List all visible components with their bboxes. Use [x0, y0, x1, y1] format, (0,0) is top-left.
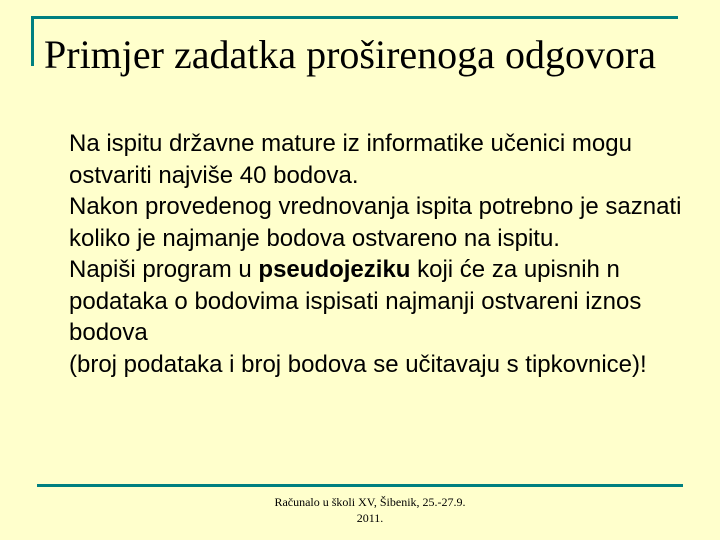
slide-title: Primjer zadatka proširenoga odgovora — [44, 32, 657, 77]
body-paragraph-evaluation: Nakon provedenog vrednovanja ispita potrebno je saznati koliko je najmanje bodova ostvareno na ispitu. — [69, 193, 682, 252]
task-text-start: Napiši program u — [69, 256, 259, 283]
body-paragraph-exam: Na ispitu državne mature iz informatike učenici mogu ostvariti najviše 40 bodova. — [69, 130, 632, 189]
slide-footer — [240, 494, 500, 526]
title-top-rule — [31, 16, 678, 19]
task-keyword-pseudojezik: pseudojeziku — [258, 256, 411, 283]
body-paragraph-input-note: (broj podataka i broj bodova se učitavaju s tipkovnice)! — [69, 350, 647, 378]
footer-conference-line: Računalo u školi XV, Šibenik, 25.-27.9. — [274, 495, 466, 509]
slide-body — [69, 128, 709, 380]
footer-rule — [37, 484, 683, 487]
footer-year-line: 2011. — [356, 511, 384, 525]
task-text-end: koji će za upisnih n podataka o bodovima ispisati najmanji ostvareni iznos bodova — [69, 256, 642, 346]
title-left-rule — [31, 16, 34, 66]
body-paragraph-task — [69, 254, 709, 349]
